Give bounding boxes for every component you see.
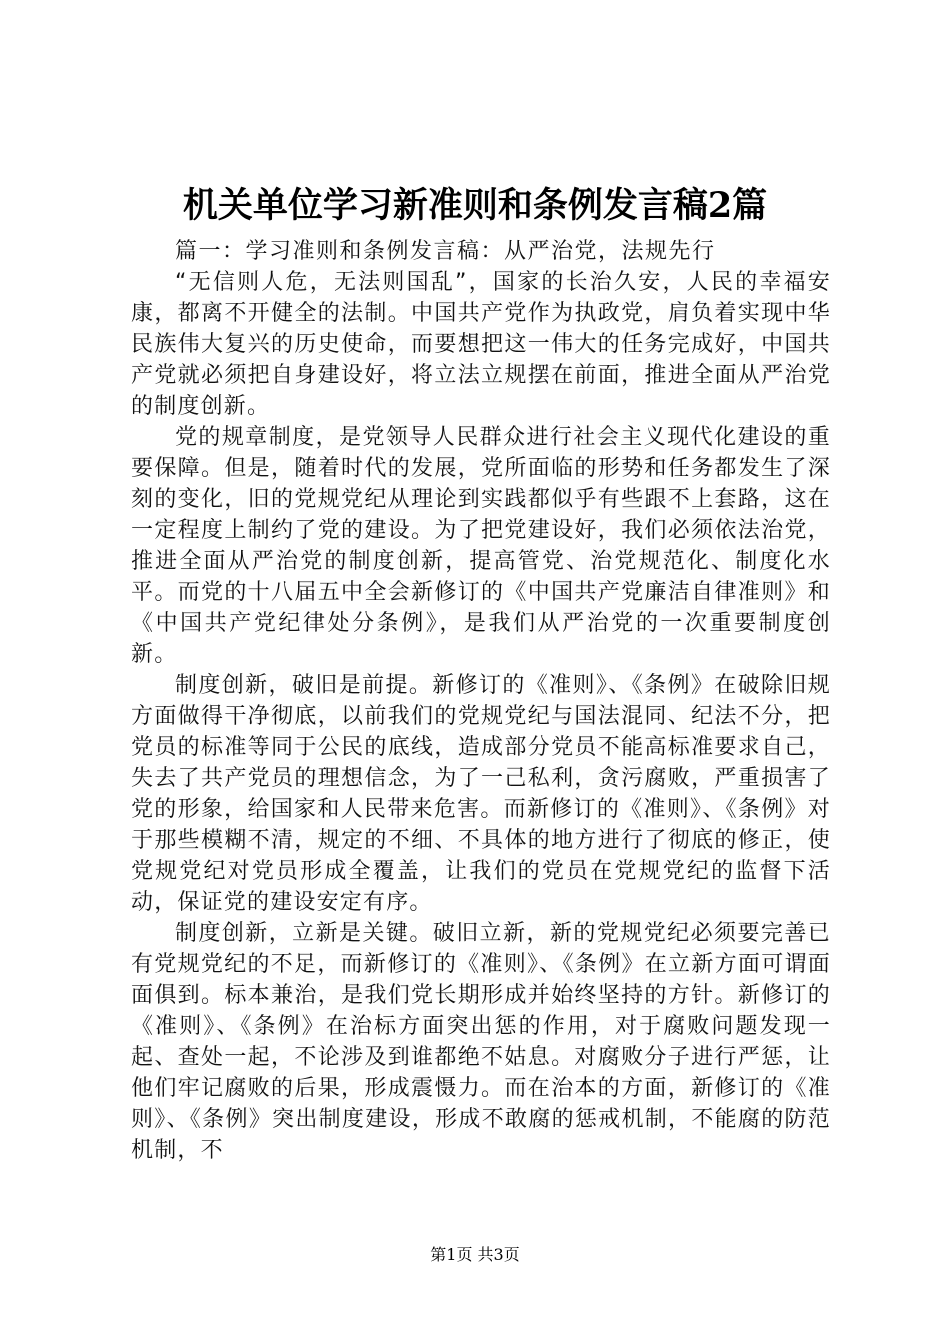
document-title: 机关单位学习新准则和条例发言稿2篇 xyxy=(182,185,768,226)
body-paragraph: 制度创新，立新是关键。破旧立新，新的党规党纪必须要完善已有党规党纪的不足，而新修订的《准则》、《条例》在立新方面可谓面面俱到。标本兼治，是我们党长期形成并始终坚持的方针。新修订的《准则》、《条例》在治标方面突出惩的作用，对于腐败问题发现一起、查处一起，不论涉及到谁都绝不姑息。对腐败分子进行严惩，让他们牢记腐败的后果，形成震慑力。而在治本的方面，新修订的《准则》、《条例》突出制度建设，形成不敢腐的惩戒机制，不能腐的防范机制，不 xyxy=(131,921,831,1163)
document-body xyxy=(131,236,831,1166)
body-paragraph: 党的规章制度，是党领导人民群众进行社会主义现代化建设的重要保障。但是，随着时代的发展，党所面临的形势和任务都发生了深刻的变化，旧的党规党纪从理论到实践都似乎有些跟不上套路，这在一定程度上制约了党的建设。为了把党建设好，我们必须依法治党，推进全面从严治党的制度创新，提高管党、治党规范化、制度化水平。而党的十八届五中全会新修订的《中国共产党廉洁自律准则》和《中国共产党纪律处分条例》，是我们从严治党的一次重要制度创新。 xyxy=(131,425,831,667)
page-number-footer: 第1页 共3页 xyxy=(430,1245,520,1264)
body-paragraph: “无信则人危，无法则国乱”，国家的长治久安，人民的幸福安康，都离不开健全的法制。中国共产党作为执政党，肩负着实现中华民族伟大复兴的历史使命，而要想把这一伟大的任务完成好，中国共产党就必须把自身建设好，将立法立规摆在前面，推进全面从严治党的制度创新。 xyxy=(131,270,831,419)
body-paragraph: 制度创新，破旧是前提。新修订的《准则》、《条例》在破除旧规方面做得干净彻底，以前我们的党规党纪与国法混同、纪法不分，把党员的标准等同于公民的底线，造成部分党员不能高标准要求自己，失去了共产党员的理想信念，为了一己私利，贪污腐败，严重损害了党的形象，给国家和人民带来危害。而新修订的《准则》、《条例》对于那些模糊不清，规定的不细、不具体的地方进行了彻底的修正，使党规党纪对党员形成全覆盖，让我们的党员在党规党纪的监督下活动，保证党的建设安定有序。 xyxy=(131,673,831,915)
section-subtitle: 篇一：学习准则和条例发言稿：从严治党，法规先行 xyxy=(175,239,716,264)
